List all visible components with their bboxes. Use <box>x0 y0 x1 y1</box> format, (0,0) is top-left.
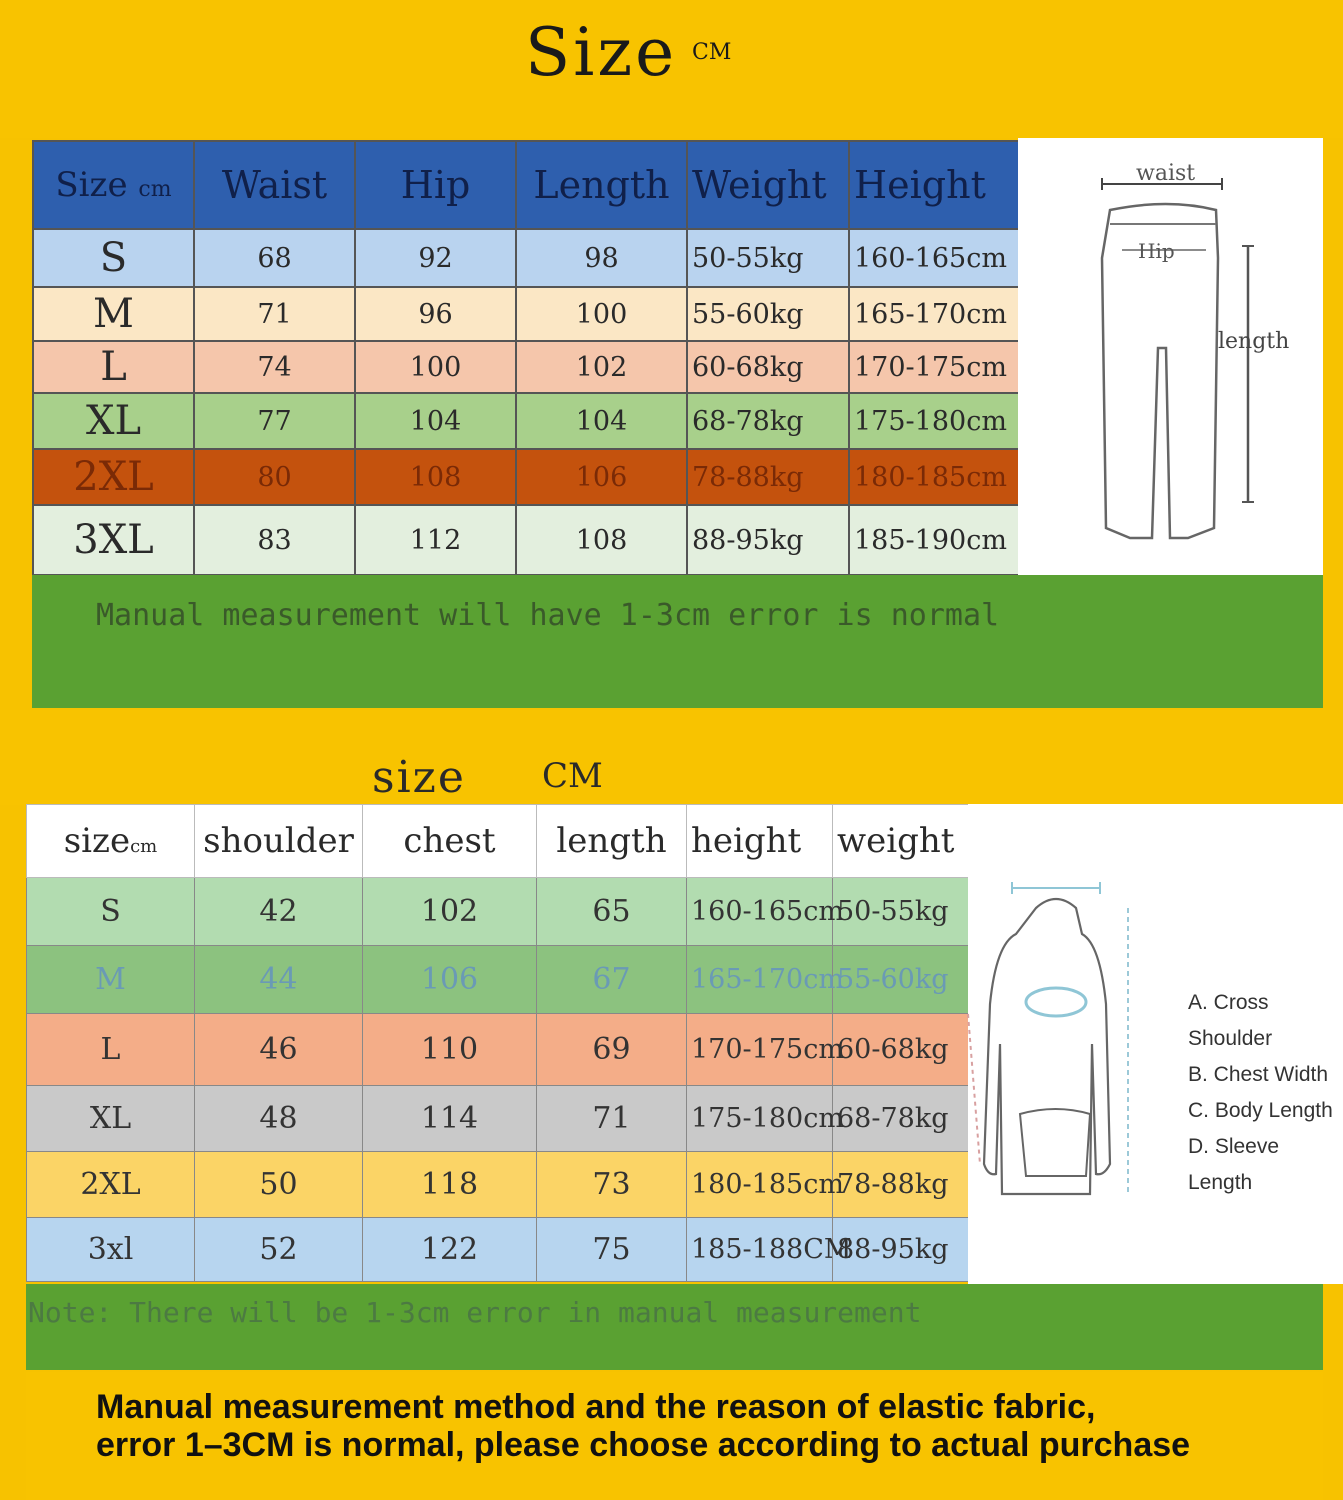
cell-size: 2XL <box>27 1152 195 1218</box>
footer-line-2: error 1–3CM is normal, please choose according to actual purchase <box>96 1426 1191 1464</box>
table-header-row <box>27 805 969 878</box>
header-size: Size cm <box>33 141 194 229</box>
cell-size: L <box>33 341 194 393</box>
legend-cross-shoulder: A. Cross Shoulder <box>1188 991 1273 1050</box>
cell-height: 160-165cm <box>849 229 1019 287</box>
cell-hip: 96 <box>355 287 516 341</box>
header-length: length <box>537 805 687 878</box>
table-header-row <box>33 141 1019 229</box>
pants-hip-label: Hip <box>1138 239 1175 263</box>
cell-length: 108 <box>516 505 687 575</box>
cell-chest: 122 <box>363 1218 537 1282</box>
cell-shoulder: 42 <box>195 878 363 946</box>
cell-waist: 77 <box>194 393 355 449</box>
table-row <box>33 505 1019 575</box>
cell-chest: 110 <box>363 1014 537 1086</box>
cell-height: 180-185cm <box>687 1152 833 1218</box>
legend-sleeve-length: D. Sleeve Length <box>1188 1135 1280 1194</box>
cell-weight: 60-68kg <box>833 1014 969 1086</box>
pants-title: Size <box>525 14 678 91</box>
cell-weight: 60-68kg <box>687 341 849 393</box>
pants-length-label: length <box>1218 329 1290 354</box>
cell-height: 185-188CM <box>687 1218 833 1282</box>
header-chest: chest <box>363 805 537 878</box>
hoodie-title-unit: CM <box>542 756 603 796</box>
cell-length: 65 <box>537 878 687 946</box>
cell-size: M <box>27 946 195 1014</box>
cell-weight: 88-95kg <box>833 1218 969 1282</box>
cell-shoulder: 46 <box>195 1014 363 1086</box>
table-row <box>27 1152 969 1218</box>
cell-chest: 102 <box>363 878 537 946</box>
table-row <box>27 1014 969 1086</box>
cell-weight: 55-60kg <box>833 946 969 1014</box>
cell-weight: 68-78kg <box>833 1086 969 1152</box>
cell-waist: 74 <box>194 341 355 393</box>
header-shoulder: shoulder <box>195 805 363 878</box>
legend-body-length: C. Body Length <box>1188 1099 1333 1122</box>
cell-size: L <box>27 1014 195 1086</box>
cell-height: 175-180cm <box>687 1086 833 1152</box>
cell-weight: 68-78kg <box>687 393 849 449</box>
cell-height: 165-170cm <box>849 287 1019 341</box>
footer-line-1: Manual measurement method and the reason of elastic fabric, <box>96 1388 1096 1426</box>
cell-length: 69 <box>537 1014 687 1086</box>
cell-hip: 92 <box>355 229 516 287</box>
cell-chest: 106 <box>363 946 537 1014</box>
header-weight: weight <box>833 805 969 878</box>
header-waist: Waist <box>194 141 355 229</box>
cell-waist: 83 <box>194 505 355 575</box>
cell-chest: 114 <box>363 1086 537 1152</box>
hoodie-size-table <box>26 804 969 1282</box>
cell-size: S <box>27 878 195 946</box>
header-size: sizecm <box>27 805 195 878</box>
cell-weight: 78-88kg <box>687 449 849 505</box>
cell-hip: 100 <box>355 341 516 393</box>
cell-hip: 108 <box>355 449 516 505</box>
cell-size: XL <box>27 1086 195 1152</box>
hoodie-icon <box>968 804 1178 1284</box>
header-weight: Weight <box>687 141 849 229</box>
hoodie-note: Note: There will be 1-3cm error in manual measurement <box>28 1296 922 1329</box>
cell-length: 102 <box>516 341 687 393</box>
cell-size: 3XL <box>33 505 194 575</box>
cell-weight: 50-55kg <box>833 878 969 946</box>
pants-waist-label: waist <box>1136 161 1196 186</box>
cell-length: 73 <box>537 1152 687 1218</box>
header-height: height <box>687 805 833 878</box>
cell-length: 67 <box>537 946 687 1014</box>
pants-diagram <box>1018 138 1323 578</box>
cell-weight: 88-95kg <box>687 505 849 575</box>
cell-shoulder: 48 <box>195 1086 363 1152</box>
cell-size: 3xl <box>27 1218 195 1282</box>
cell-size: 2XL <box>33 449 194 505</box>
cell-length: 75 <box>537 1218 687 1282</box>
header-length: Length <box>516 141 687 229</box>
table-row <box>27 1218 969 1282</box>
table-row <box>33 449 1019 505</box>
cell-weight: 55-60kg <box>687 287 849 341</box>
table-row <box>27 946 969 1014</box>
pants-icon <box>1018 138 1323 578</box>
table-row <box>33 393 1019 449</box>
cell-shoulder: 44 <box>195 946 363 1014</box>
cell-height: 160-165cm <box>687 878 833 946</box>
cell-size: S <box>33 229 194 287</box>
table-row <box>27 878 969 946</box>
hoodie-title: size <box>372 752 466 803</box>
header-height: Height <box>849 141 1019 229</box>
cell-length: 71 <box>537 1086 687 1152</box>
cell-height: 170-175cm <box>687 1014 833 1086</box>
cell-length: 100 <box>516 287 687 341</box>
cell-hip: 112 <box>355 505 516 575</box>
cell-shoulder: 52 <box>195 1218 363 1282</box>
cell-size: M <box>33 287 194 341</box>
cell-height: 180-185cm <box>849 449 1019 505</box>
pants-size-table <box>32 140 1020 576</box>
cell-waist: 71 <box>194 287 355 341</box>
cell-chest: 118 <box>363 1152 537 1218</box>
table-row <box>33 229 1019 287</box>
cell-waist: 68 <box>194 229 355 287</box>
cell-weight: 78-88kg <box>833 1152 969 1218</box>
pants-title-unit: CM <box>692 40 732 65</box>
cell-length: 104 <box>516 393 687 449</box>
hoodie-title-band <box>0 710 1343 805</box>
cell-length: 106 <box>516 449 687 505</box>
cell-weight: 50-55kg <box>687 229 849 287</box>
cell-height: 185-190cm <box>849 505 1019 575</box>
cell-shoulder: 50 <box>195 1152 363 1218</box>
table-row <box>33 287 1019 341</box>
header-hip: Hip <box>355 141 516 229</box>
cell-length: 98 <box>516 229 687 287</box>
legend-chest-width: B. Chest Width <box>1188 1063 1329 1086</box>
table-row <box>33 341 1019 393</box>
table-row <box>27 1086 969 1152</box>
cell-height: 170-175cm <box>849 341 1019 393</box>
pants-note: Manual measurement will have 1-3cm error is normal <box>96 598 1000 633</box>
cell-waist: 80 <box>194 449 355 505</box>
pants-note-band <box>32 575 1323 708</box>
cell-size: XL <box>33 393 194 449</box>
cell-height: 175-180cm <box>849 393 1019 449</box>
footer-note <box>96 1388 1190 1464</box>
cell-hip: 104 <box>355 393 516 449</box>
hoodie-legend <box>1188 985 1343 1201</box>
cell-height: 165-170cm <box>687 946 833 1014</box>
